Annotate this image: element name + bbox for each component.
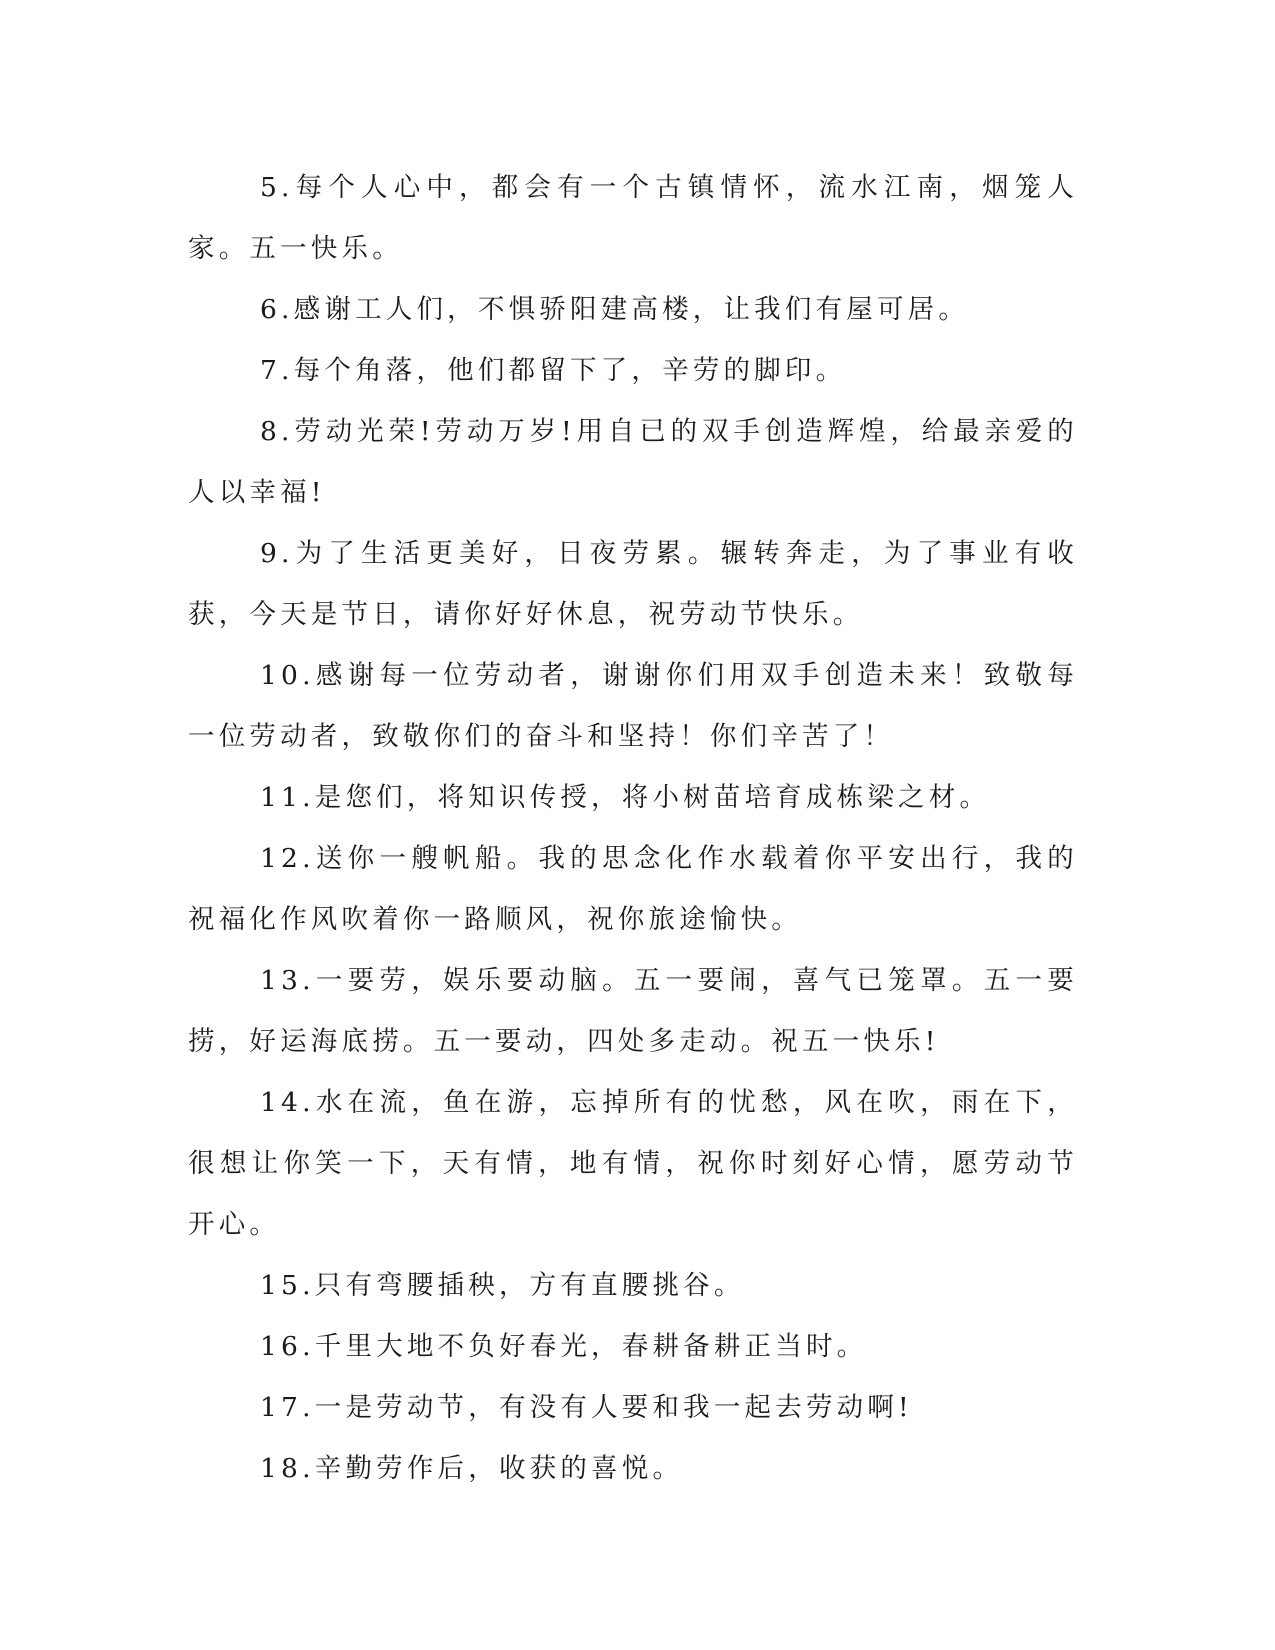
paragraph-10: 10.感谢每一位劳动者，谢谢你们用双手创造未来！致敬每一位劳动者，致敬你们的奋斗和坚持！你们辛苦了！ [188, 660, 1078, 752]
document-body [188, 157, 1078, 1499]
paragraph-8: 8.劳动光荣!劳动万岁!用自已的双手创造辉煌，给最亲爱的人以幸福! [188, 416, 1078, 508]
paragraph-13: 13.一要劳，娱乐要动脑。五一要闹，喜气已笼罩。五一要捞，好运海底捞。五一要动，四处多走动。祝五一快乐! [188, 965, 1078, 1057]
paragraph-5: 5.每个人心中，都会有一个古镇情怀，流水江南，烟笼人家。五一快乐。 [188, 172, 1078, 264]
paragraph-9: 9.为了生活更美好，日夜劳累。辗转奔走，为了事业有收获，今天是节日，请你好好休息，祝劳动节快乐。 [188, 538, 1078, 630]
paragraph-11: 11.是您们，将知识传授，将小树苗培育成栋梁之材。 [260, 782, 991, 813]
paragraph-18: 18.辛勤劳作后，收获的喜悦。 [260, 1453, 684, 1484]
paragraph-14: 14.水在流，鱼在游，忘掉所有的忧愁，风在吹，雨在下，很想让你笑一下，天有情，地有情，祝你时刻好心情，愿劳动节开心。 [188, 1087, 1078, 1240]
paragraph-12: 12.送你一艘帆船。我的思念化作水载着你平安出行，我的祝福化作风吹着你一路顺风，祝你旅途愉快。 [188, 843, 1078, 935]
paragraph-16: 16.千里大地不负好春光，春耕备耕正当时。 [260, 1331, 868, 1362]
paragraph-17: 17.一是劳动节，有没有人要和我一起去劳动啊! [260, 1392, 913, 1423]
paragraph-7: 7.每个角落，他们都留下了，辛劳的脚印。 [260, 355, 847, 386]
paragraph-6: 6.感谢工人们，不惧骄阳建高楼，让我们有屋可居。 [260, 294, 970, 325]
paragraph-15: 15.只有弯腰插秧，方有直腰挑谷。 [260, 1270, 745, 1301]
